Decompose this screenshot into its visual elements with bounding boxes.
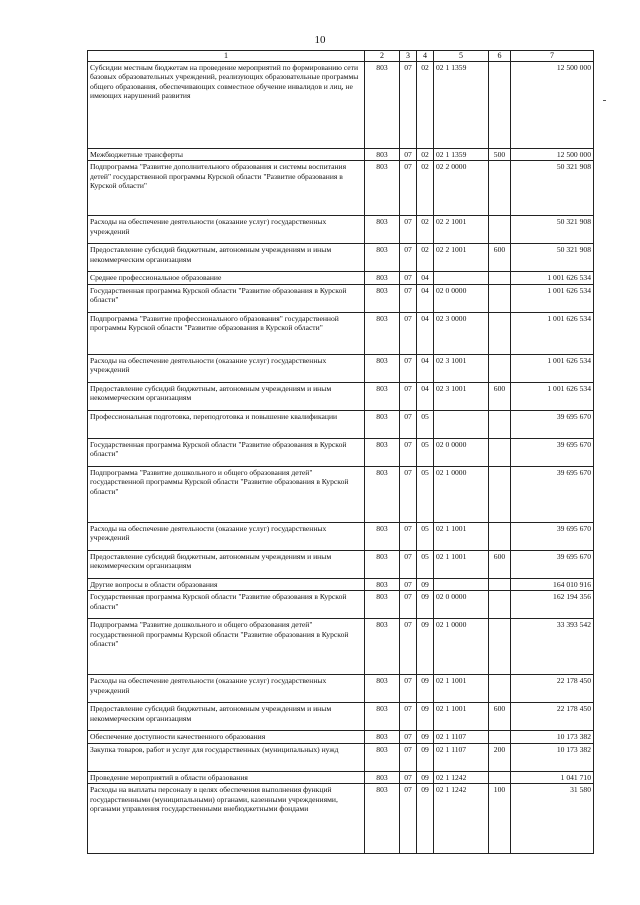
- table-row: [88, 466, 594, 522]
- row-amount: 1 001 626 534: [511, 312, 594, 354]
- row-expense-type: 600: [489, 382, 511, 410]
- row-name: Государственная программа Курской области "Развитие образования в Курской области": [88, 438, 365, 466]
- row-amount: 39 695 670: [511, 410, 594, 438]
- table-row: [88, 743, 594, 771]
- header-col-5: 5: [434, 51, 489, 62]
- row-section: 07: [400, 771, 417, 783]
- header-row: [88, 51, 594, 62]
- table-row: [88, 354, 594, 382]
- row-target-article: 02 3 0000: [434, 312, 489, 354]
- row-name: Профессиональная подготовка, переподготовка и повышение квалификации: [88, 410, 365, 438]
- row-target-article: 02 1 0000: [434, 466, 489, 522]
- row-subsection: 09: [417, 731, 434, 743]
- row-target-article: 02 1 1107: [434, 731, 489, 743]
- row-target-article: 02 0 0000: [434, 591, 489, 619]
- table-row: [88, 216, 594, 244]
- row-expense-type: 600: [489, 244, 511, 272]
- row-subsection: 04: [417, 284, 434, 312]
- row-amount: 39 695 670: [511, 550, 594, 578]
- row-target-article: 02 2 1001: [434, 216, 489, 244]
- row-amount: 33 393 542: [511, 619, 594, 675]
- row-amount: 50 321 908: [511, 216, 594, 244]
- row-expense-type: [489, 410, 511, 438]
- row-section: 07: [400, 466, 417, 522]
- row-grbs: 803: [365, 522, 400, 550]
- row-amount: 50 321 908: [511, 244, 594, 272]
- header-col-2: 2: [365, 51, 400, 62]
- row-amount: 31 580: [511, 784, 594, 854]
- row-name: Расходы на обеспечение деятельности (оказание услуг) государственных учреждений: [88, 522, 365, 550]
- row-grbs: 803: [365, 578, 400, 590]
- row-name: Межбюджетные трансферты: [88, 149, 365, 161]
- row-section: 07: [400, 731, 417, 743]
- table-row: [88, 382, 594, 410]
- row-section: 07: [400, 578, 417, 590]
- row-target-article: 02 1 1242: [434, 771, 489, 783]
- row-expense-type: 600: [489, 550, 511, 578]
- row-name: Подпрограмма "Развитие дошкольного и общего образования детей" государственной программы Курской области "Развитие образования в Курской области": [88, 466, 365, 522]
- row-section: 07: [400, 784, 417, 854]
- table-row: [88, 410, 594, 438]
- row-amount: 1 041 710: [511, 771, 594, 783]
- row-section: 07: [400, 354, 417, 382]
- row-section: 07: [400, 743, 417, 771]
- row-subsection: 05: [417, 522, 434, 550]
- row-amount: 39 695 670: [511, 438, 594, 466]
- row-grbs: 803: [365, 312, 400, 354]
- row-section: 07: [400, 619, 417, 675]
- row-target-article: 02 1 0000: [434, 619, 489, 675]
- row-expense-type: [489, 312, 511, 354]
- row-grbs: 803: [365, 743, 400, 771]
- row-section: 07: [400, 62, 417, 149]
- row-name: Среднее профессиональное образование: [88, 272, 365, 284]
- table-row: [88, 771, 594, 783]
- row-grbs: 803: [365, 438, 400, 466]
- row-target-article: 02 3 1001: [434, 354, 489, 382]
- row-target-article: 02 0 0000: [434, 438, 489, 466]
- row-section: 07: [400, 216, 417, 244]
- row-section: 07: [400, 244, 417, 272]
- table-row: [88, 675, 594, 703]
- row-amount: 12 500 000: [511, 149, 594, 161]
- row-name: Предоставление субсидий бюджетным, автономным учреждениям и иным некоммерческим организациям: [88, 244, 365, 272]
- header-col-4: 4: [417, 51, 434, 62]
- row-expense-type: 200: [489, 743, 511, 771]
- table-row: [88, 244, 594, 272]
- row-amount: 22 178 450: [511, 703, 594, 731]
- row-grbs: 803: [365, 382, 400, 410]
- row-amount: 12 500 000: [511, 62, 594, 149]
- row-section: 07: [400, 284, 417, 312]
- row-target-article: 02 1 1107: [434, 743, 489, 771]
- row-amount: 1 001 626 534: [511, 382, 594, 410]
- table-row: [88, 284, 594, 312]
- row-expense-type: [489, 161, 511, 216]
- budget-table: [87, 50, 594, 854]
- row-grbs: 803: [365, 354, 400, 382]
- page-number: 10: [314, 34, 326, 46]
- row-amount: 1 001 626 534: [511, 354, 594, 382]
- row-name: Расходы на обеспечение деятельности (оказание услуг) государственных учреждений: [88, 675, 365, 703]
- table-row: [88, 591, 594, 619]
- row-section: 07: [400, 550, 417, 578]
- row-expense-type: [489, 771, 511, 783]
- row-name: Расходы на обеспечение деятельности (оказание услуг) государственных учреждений: [88, 216, 365, 244]
- row-amount: 22 178 450: [511, 675, 594, 703]
- row-grbs: 803: [365, 161, 400, 216]
- row-target-article: [434, 272, 489, 284]
- row-section: 07: [400, 438, 417, 466]
- row-name: Проведение мероприятий в области образования: [88, 771, 365, 783]
- row-target-article: [434, 410, 489, 438]
- row-target-article: 02 1 1242: [434, 784, 489, 854]
- row-section: 07: [400, 522, 417, 550]
- row-name: Предоставление субсидий бюджетным, автономным учреждениям и иным некоммерческим организациям: [88, 703, 365, 731]
- row-expense-type: 600: [489, 703, 511, 731]
- row-subsection: 04: [417, 382, 434, 410]
- row-expense-type: [489, 731, 511, 743]
- row-target-article: 02 1 1359: [434, 62, 489, 149]
- row-expense-type: [489, 216, 511, 244]
- row-grbs: 803: [365, 272, 400, 284]
- row-subsection: 04: [417, 312, 434, 354]
- row-expense-type: [489, 522, 511, 550]
- row-name: Другие вопросы в области образования: [88, 578, 365, 590]
- row-grbs: 803: [365, 591, 400, 619]
- header-col-1: 1: [88, 51, 365, 62]
- row-subsection: 09: [417, 784, 434, 854]
- row-target-article: 02 3 1001: [434, 382, 489, 410]
- row-subsection: 02: [417, 244, 434, 272]
- table-row: [88, 578, 594, 590]
- row-expense-type: [489, 354, 511, 382]
- row-expense-type: [489, 272, 511, 284]
- row-expense-type: 500: [489, 149, 511, 161]
- table-row: [88, 619, 594, 675]
- row-name: Предоставление субсидий бюджетным, автономным учреждениям и иным некоммерческим организациям: [88, 382, 365, 410]
- row-grbs: 803: [365, 550, 400, 578]
- row-amount: 39 695 670: [511, 522, 594, 550]
- row-expense-type: [489, 619, 511, 675]
- row-name: Государственная программа Курской области "Развитие образования в Курской области": [88, 284, 365, 312]
- row-grbs: 803: [365, 410, 400, 438]
- row-amount: 39 695 670: [511, 466, 594, 522]
- row-grbs: 803: [365, 784, 400, 854]
- table-header: [88, 51, 594, 62]
- row-name: Подпрограмма "Развитие дошкольного и общего образования детей" государственной программы Курской области "Развитие образования в Курской области": [88, 619, 365, 675]
- row-name: Обеспечение доступности качественного образования: [88, 731, 365, 743]
- row-section: 07: [400, 312, 417, 354]
- row-amount: 164 010 916: [511, 578, 594, 590]
- row-name: Подпрограмма "Развитие профессионального образования" государственной программы Курской области "Развитие образования в Курской области": [88, 312, 365, 354]
- row-target-article: 02 0 0000: [434, 284, 489, 312]
- row-section: 07: [400, 161, 417, 216]
- table-row: [88, 522, 594, 550]
- row-section: 07: [400, 382, 417, 410]
- row-grbs: 803: [365, 703, 400, 731]
- row-section: 07: [400, 149, 417, 161]
- row-subsection: 09: [417, 743, 434, 771]
- row-amount: 1 001 626 534: [511, 272, 594, 284]
- row-target-article: 02 1 1001: [434, 675, 489, 703]
- row-subsection: 02: [417, 216, 434, 244]
- row-grbs: 803: [365, 149, 400, 161]
- row-grbs: 803: [365, 771, 400, 783]
- row-subsection: 05: [417, 438, 434, 466]
- row-name: Расходы на обеспечение деятельности (оказание услуг) государственных учреждений: [88, 354, 365, 382]
- row-expense-type: [489, 466, 511, 522]
- row-subsection: 09: [417, 703, 434, 731]
- row-subsection: 02: [417, 62, 434, 149]
- row-grbs: 803: [365, 244, 400, 272]
- row-amount: 10 173 382: [511, 731, 594, 743]
- row-subsection: 09: [417, 771, 434, 783]
- row-name: Предоставление субсидий бюджетным, автономным учреждениям и иным некоммерческим организациям: [88, 550, 365, 578]
- row-expense-type: [489, 284, 511, 312]
- row-grbs: 803: [365, 62, 400, 149]
- row-subsection: 09: [417, 578, 434, 590]
- row-amount: 162 194 356: [511, 591, 594, 619]
- row-subsection: 02: [417, 149, 434, 161]
- row-expense-type: [489, 675, 511, 703]
- row-grbs: 803: [365, 731, 400, 743]
- row-target-article: 02 1 1001: [434, 703, 489, 731]
- row-expense-type: 100: [489, 784, 511, 854]
- row-amount: 10 173 382: [511, 743, 594, 771]
- row-amount: 50 321 908: [511, 161, 594, 216]
- margin-mark: [603, 100, 606, 101]
- row-subsection: 05: [417, 466, 434, 522]
- row-subsection: 09: [417, 675, 434, 703]
- table-row: [88, 438, 594, 466]
- row-target-article: 02 1 1001: [434, 550, 489, 578]
- table-body: [88, 62, 594, 854]
- row-name: Подпрограмма "Развитие дополнительного образования и системы воспитания детей" государственной программы Курской области "Развитие образования в Курской области": [88, 161, 365, 216]
- row-grbs: 803: [365, 216, 400, 244]
- row-subsection: 09: [417, 619, 434, 675]
- row-subsection: 09: [417, 591, 434, 619]
- row-name: Расходы на выплаты персоналу в целях обеспечения выполнения функций государственными (муниципальными) органами, казенными учреждениями, органами управления государственными внебюджетными фондами: [88, 784, 365, 854]
- table-row: [88, 703, 594, 731]
- row-expense-type: [489, 591, 511, 619]
- row-target-article: 02 1 1359: [434, 149, 489, 161]
- row-section: 07: [400, 703, 417, 731]
- table-row: [88, 62, 594, 149]
- row-target-article: [434, 578, 489, 590]
- row-grbs: 803: [365, 619, 400, 675]
- row-target-article: 02 1 1001: [434, 522, 489, 550]
- table-row: [88, 731, 594, 743]
- table-row: [88, 161, 594, 216]
- row-subsection: 04: [417, 272, 434, 284]
- row-name: Субсидии местным бюджетам на проведение мероприятий по формированию сети базовых образовательных учреждений, реализующих образовательные программы общего образования, обеспечивающих совместное обучение инвалидов и лиц, не имеющих нарушений развития: [88, 62, 365, 149]
- table-row: [88, 149, 594, 161]
- header-col-3: 3: [400, 51, 417, 62]
- row-section: 07: [400, 272, 417, 284]
- row-grbs: 803: [365, 466, 400, 522]
- table-row: [88, 312, 594, 354]
- row-expense-type: [489, 578, 511, 590]
- row-subsection: 05: [417, 410, 434, 438]
- header-col-7: 7: [511, 51, 594, 62]
- row-subsection: 02: [417, 161, 434, 216]
- row-subsection: 04: [417, 354, 434, 382]
- row-subsection: 05: [417, 550, 434, 578]
- row-name: Закупка товаров, работ и услуг для государственных (муниципальных) нужд: [88, 743, 365, 771]
- header-col-6: 6: [489, 51, 511, 62]
- row-expense-type: [489, 62, 511, 149]
- table-row: [88, 550, 594, 578]
- row-section: 07: [400, 591, 417, 619]
- table-row: [88, 272, 594, 284]
- row-amount: 1 001 626 534: [511, 284, 594, 312]
- row-target-article: 02 2 0000: [434, 161, 489, 216]
- row-expense-type: [489, 438, 511, 466]
- row-section: 07: [400, 675, 417, 703]
- row-target-article: 02 2 1001: [434, 244, 489, 272]
- row-grbs: 803: [365, 675, 400, 703]
- table-row: [88, 784, 594, 854]
- row-section: 07: [400, 410, 417, 438]
- row-grbs: 803: [365, 284, 400, 312]
- row-name: Государственная программа Курской области "Развитие образования в Курской области": [88, 591, 365, 619]
